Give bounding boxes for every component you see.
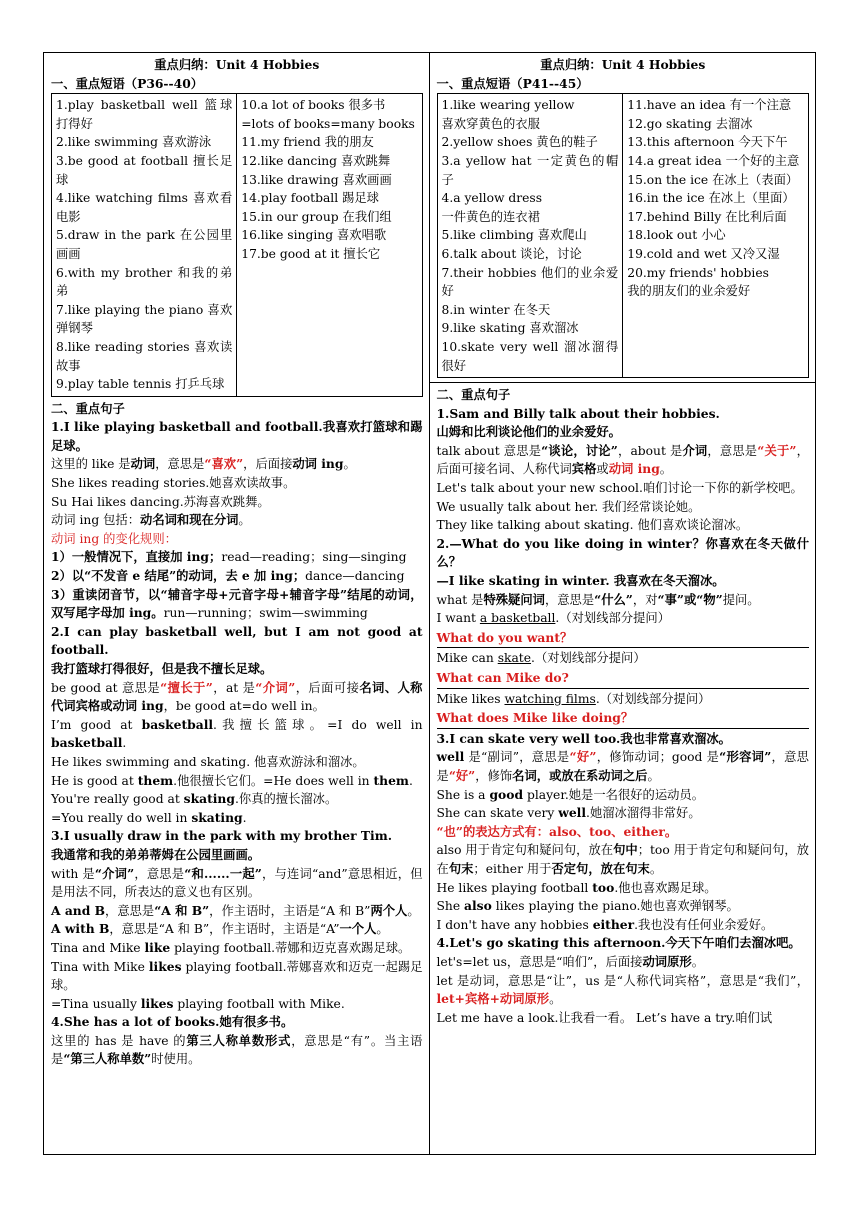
left-title: 重点归纳：Unit 4 Hobbies [154,57,320,72]
phrase-item: 8.in winter 在冬天 [441,302,551,317]
phrase-item: =lots of books=many books [241,116,415,131]
example-sentence: They like talking about skating. 他们喜欢谈论溜冰。 [436,518,749,533]
example-sentence: She is a good player.她是一名很好的运动员。 [436,786,705,802]
phrase-item: 15.in our group 在我们组 [241,209,392,224]
sentence-3-title-cn: 我通常和我的弟弟蒂姆在公园里画画。 [51,846,261,862]
left-phrase-col2 [237,94,422,397]
r-sentence-3-title: 3.I can skate very well too.我也非常喜欢溜冰。 [436,730,731,746]
phrase-item: 12.like dancing 喜欢跳舞 [241,153,391,168]
phrase-item: 17.be good at it 擅长它 [241,246,381,261]
sentence-1-title: 1.I like playing basketball and football.我喜欢打篮球和踢足球。 [51,419,423,453]
phrase-item: 1.play basketball well 篮球打得好 [56,98,233,131]
phrase-item: 2.yellow shoes 黄色的鞋子 [441,135,598,150]
example-sentence: He likes playing football too.他也喜欢踢足球。 [436,879,717,895]
phrase-item: 13.like drawing 喜欢画画 [241,172,392,187]
phrase-item: 11.my friend 我的朋友 [241,135,374,150]
sentence-2-title: 2.I can play basketball well, but I am not good at football. [51,623,423,658]
right-sentence-heading: 二、重点句子 [436,387,511,403]
phrase-item: 10.skate very well 溜冰溜得很好 [441,339,619,373]
phrase-item: 6.talk about 谈论，讨论 [441,246,582,261]
phrase-item: 11.have an idea 有一个注意 [627,98,792,113]
exercise-question-3: Mike likes watching films.（对划线部分提问） [436,691,711,706]
phrase-item: 9.play table tennis 打乒乓球 [56,377,225,392]
phrase-item: 7.their hobbies 他们的业余爱好 [441,265,619,299]
r-sentence-1-title: 1.Sam and Billy talk about their hobbies. [436,405,720,421]
sentence-1-note: 这里的 like 是动词，意思是“喜欢”，后面接动词 ing。 [51,456,356,472]
sentence-3-title: 3.I usually draw in the park with my brother Tim. [51,828,392,844]
ing-rule-2: 2）以“不发音 e 结尾”的动词，去 e 加 ing；dance—dancing [51,568,405,584]
phrase-item: 3.a yellow hat 一定黄色的帽子 [441,153,619,187]
phrase-item: 喜欢穿黄色的衣服 [441,116,540,131]
sentence-2-title-cn: 我打篮球打得很好，但是我不擅长足球。 [51,661,273,676]
r-sentence-2-note: what 是特殊疑问词，意思是“什么”，对“事”或“物”提问。 [436,591,760,607]
worksheet-page [43,52,816,1155]
phrase-item: 9.like skating 喜欢溜冰 [441,321,579,336]
right-column [430,53,816,1154]
ing-rules-heading: 动词 ing 的变化规则： [51,531,177,546]
ing-rule-1: 1）一般情况下，直接加 ing；read—reading；sing—singing [51,549,407,565]
phrase-item: 我的朋友们的业余爱好 [627,284,751,299]
left-phrase-col1 [52,94,237,397]
example-sentence: =You really do well in skating. [51,809,247,825]
phrase-item: 17.behind Billy 在比利后面 [627,209,787,224]
exercise-answer-3: What does Mike like doing？ [437,709,810,729]
phrase-item: 19.cold and wet 又冷又湿 [627,246,780,261]
exercise-answer-2: What can Mike do? [437,669,810,689]
phrase-item: 14.a great idea 一个好的主意 [627,153,800,168]
phrase-item: 6.with my brother 和我的弟弟 [56,265,233,299]
right-phrase-table [437,93,810,378]
exercise-question-2: Mike can skate.（对划线部分提问） [436,651,646,666]
phrase-item: 5.like climbing 喜欢爬山 [441,228,587,243]
right-phrase-heading: 一、重点短语（P41--45） [436,75,589,91]
example-sentence: Let me have a look.让我看一看。 Let’s have a try.咱们试 [436,1010,773,1025]
left-phrase-heading: 一、重点短语（P36--40） [51,75,204,91]
also-rule: also 用于肯定句和疑问句，放在句中；too 用于肯定句和疑问句，放在句末；either 用于否定句，放在句末。 [436,842,809,876]
phrase-item: 20.my friends' hobbies [627,265,769,280]
phrase-item: 16.like singing 喜欢唱歌 [241,228,387,243]
r-sentence-3-note: well 是“副词”，意思是“好”，修饰动词；good 是“形容词”，意思是“好”，修饰名词，或放在系动词之后。 [436,749,809,783]
r-sentence-4-title: 4.Let's go skating this afternoon.今天下午咱们去溜冰吧。 [436,935,801,951]
sentence-2-note: be good at 意思是“擅长于”，at 是“介词”，后面可接名词、人称代词宾格或动词 ing，be good at=do well in。 [51,679,423,714]
phrase-item: 8.like reading stories 喜欢读故事 [56,339,233,373]
phrase-item: 4.like watching films 喜欢看电影 [56,191,233,224]
example-sentence: He likes swimming and skating. 他喜欢游泳和溜冰。 [51,754,365,769]
r-sentence-1-title-cn: 山姆和比利谈论他们的业余爱好。 [436,424,621,440]
phrase-item: 14.play football 踢足球 [241,191,379,206]
example-sentence: Su Hai likes dancing.苏海喜欢跳舞。 [51,494,270,509]
example-sentence: Let's talk about your new school.咱们讨论一下你的新学校吧。 [436,481,803,496]
left-column [44,53,430,1154]
phrase-item: 18.look out 小心 [627,228,726,243]
phrase-item: 16.in the ice 在冰上（里面） [627,191,795,206]
exercise-question-1: I want a basketball.（对划线部分提问） [436,611,670,626]
phrase-item: 3.be good at football 擅长足球 [56,153,233,187]
r-sentence-1-note: talk about 意思是“谈论，讨论”，about 是介词，意思是“关于”，后面可接名词、人称代词宾格或动词 ing。 [436,442,809,477]
sentence-4-note: 这里的 has 是 have 的第三人称单数形式，意思是“有”。当主语是“第三人称单数”时使用。 [51,1032,423,1067]
exercise-answer-1: What do you want？ [437,629,810,649]
sentence-3-and-rule: A and B，意思是“A 和 B”，作主语时，主语是“A 和 B”两个人。 [51,902,420,918]
left-phrase-table [51,93,423,397]
example-sentence: We usually talk about her. 我们经常谈论她。 [436,499,701,514]
r-sentence-4-note-2: let 是动词，意思是“让”，us 是“人称代词宾格”，意思是“我们”，let+宾格+动词原形。 [436,973,809,1007]
example-sentence: She likes reading stories.她喜欢读故事。 [51,476,296,491]
section-divider [430,382,816,383]
left-sentence-heading: 二、重点句子 [51,400,125,416]
phrase-item: 15.on the ice 在冰上（表面） [627,172,799,187]
example-sentence: I don't have any hobbies either.我也没有任何业余爱好。 [436,916,774,932]
sentence-1-note-ing: 动词 ing 包括：动名词和现在分词。 [51,512,251,528]
sentence-3-with-rule: A with B，意思是“A 和 B”，作主语时，主语是“A”一个人。 [51,921,389,937]
phrase-item: 7.like playing the piano 喜欢弹钢琴 [56,302,233,336]
example-sentence: =Tina usually likes playing football with Mike. [51,995,345,1011]
phrase-item: 12.go skating 去溜冰 [627,116,753,131]
phrase-item: 13.this afternoon 今天下午 [627,135,788,150]
example-sentence: She also likes playing the piano.她也喜欢弹钢琴。 [436,898,739,914]
sentence-4-title: 4.She has a lot of books.她有很多书。 [51,1014,294,1030]
phrase-item: 10.a lot of books 很多书 [241,98,386,113]
example-sentence: I’m good at basketball.我擅长篮球。=I do well in basketball. [51,716,423,751]
right-title: 重点归纳：Unit 4 Hobbies [540,57,706,72]
phrase-item: 2.like swimming 喜欢游泳 [56,135,212,150]
phrase-item: 5.draw in the park 在公园里画画 [56,228,233,261]
phrase-item: 1.like wearing yellow [441,98,575,113]
r-sentence-4-note: let's=let us，意思是“咱们”，后面接动词原形。 [436,953,704,969]
ing-rule-3: 3）重读闭音节，以“辅音字母+元音字母+辅音字母”结尾的动词，双写尾字母加 ing。run—running；swim—swimming [51,586,423,621]
sentence-3-note: with 是“介词”，意思是“和......一起”，与连词“and”意思相近，但是用法不同，所表达的意义也有区别。 [51,865,423,900]
example-sentence: She can skate very well.她溜冰溜得非常好。 [436,805,701,821]
phrase-item: 4.a yellow dress [441,191,543,206]
also-heading: “也”的表达方式有：also、too、either。 [436,823,678,839]
example-sentence: He is good at them.他很擅长它们。=He does well in them. [51,772,413,788]
r-sentence-2-title2: —I like skating in winter. 我喜欢在冬天溜冰。 [436,573,725,589]
phrase-item: 一件黄色的连衣裙 [441,209,540,224]
example-sentence: Tina and Mike like playing football.蒂娜和迈克喜欢踢足球。 [51,939,411,955]
right-phrase-col2 [623,94,809,378]
right-phrase-col1 [437,94,623,378]
example-sentence: Tina with Mike likes playing football.蒂娜喜欢和迈克一起踢足球。 [51,958,423,993]
example-sentence: You're really good at skating.你真的擅长溜冰。 [51,791,338,807]
r-sentence-2-title: 2.—What do you like doing in winter？你喜欢在冬天做什么？ [436,535,809,570]
